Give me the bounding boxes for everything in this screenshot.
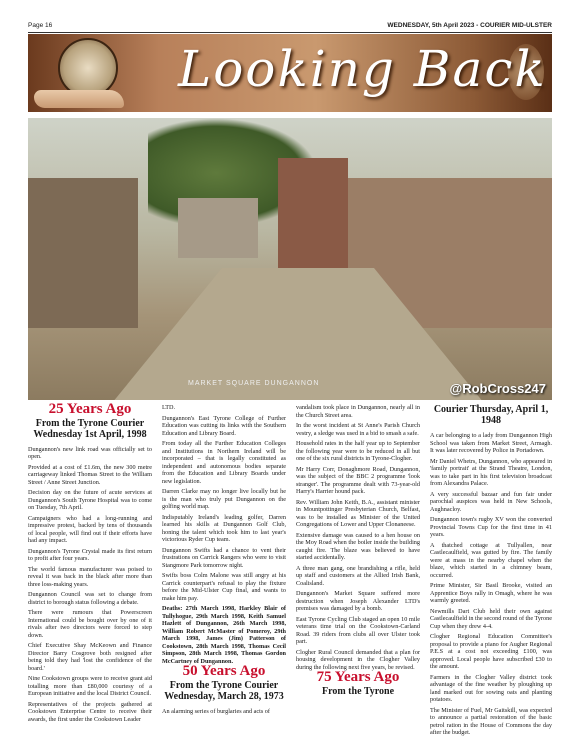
paragraph: Indisputably Ireland's leading golfer, Darren learned his skills at Dungannon Golf Club, honing the talent which took him to last year's victorious Ryder Cup team. xyxy=(162,513,286,543)
photo-church xyxy=(278,158,348,268)
deaths-notice: Deaths: 27th March 1998, Harkley Blair of Tullyhogue, 29th March 1998, Keith Samuel Hazlett of Dungannon, 26th March 1998, William Robert McMaster of Pomeroy, 29th March 1998, James (Jim) Patterson of Cookstown, 28th March 1998, Thomas Cecil Simpson, 28th March 1998, Thomas Gordon McCartney of Dungannon. xyxy=(162,605,286,665)
historic-photo xyxy=(28,118,552,400)
paragraph: Mr Harry Corr, Donaghmore Road, Dungannon, was the subject of the BBC 2 programme 'look stranger'. The programme dealt with 73-year-old Harry's Harrier hound pack. xyxy=(296,465,420,495)
paragraph: There were rumours that Powerscreen International could be bought over by one of it rivals after two directors were forced to step down. xyxy=(28,609,152,639)
paragraph: A car belonging to a lady from Dungannon High School was taken from Market Street, Armagh. It was later recovered by Police in Portadown. xyxy=(430,432,552,454)
paragraph: Newmills Dart Club held their own against Castlecaulfield in the second round of the Tyrone Cup when they drew 4-4. xyxy=(430,607,552,630)
clock-icon xyxy=(58,38,118,98)
paragraph: From today all the Further Education Colleges and Institutions in Northern Ireland will be incorporated – that is legally constituted as independent and autonomous bodies separate from the Education and Library Boards under new legislation. xyxy=(162,440,286,485)
photo-credit: @RobCross247 xyxy=(449,381,546,396)
column-1 xyxy=(28,401,152,726)
paragraph: Extensive damage was caused to a hen house on the Moy Road when the boiler inside the building caught fire. The blaze was believed to have started accidentally. xyxy=(296,531,420,561)
paragraph: Provided at a cost of £1.6m, the new 300 metre carriageway linked Thomas Street to the William Street / Anne Street Junction. xyxy=(28,463,152,486)
paragraph: LTD. xyxy=(162,404,176,411)
paragraph: Darren Clarke may no longer live locally but he is the man who truly put Dungannon on the golfing world map. xyxy=(162,488,286,510)
paragraph: Dungannon's East Tyrone College of Further Education was cutting its links with the Southern Education and Library Board. xyxy=(162,414,286,437)
heading-25-years: 25 Years Ago xyxy=(48,401,132,417)
paragraph: Swifts boss Colm Malone was still angry at his Carrick counterpart's refusal to play the fixture before the Mid-Ulster Cup final, and wants to make him pay. xyxy=(162,572,286,602)
paragraph: An alarming series of burglaries and acts of xyxy=(162,707,270,715)
paragraph: Decision day on the future of acute services at Dungannon's South Tyrone Hospital was to come on Tuesday, 7th April. xyxy=(28,489,152,511)
looking-back-banner xyxy=(28,34,552,112)
paragraph: Dungannon's new link road was officially set to open. xyxy=(28,445,152,460)
paragraph: A very successful bazaar and fun fair under parochial auspices was held in New Schools, Aughnacloy. xyxy=(430,490,552,513)
subheading-75-years: From the Tyrone xyxy=(321,685,395,697)
paragraph: Nine Cookstown groups were to receive grant aid totalling more than £80,000 courtesy of a European initiative and the local District Council. xyxy=(28,675,152,697)
paragraph: Prime Minister, Sir Basil Brooke, visited an Apprentice Boys rally in Omagh, where he was warmly greeted. xyxy=(430,582,552,604)
page-header xyxy=(28,22,552,33)
column-4 xyxy=(430,404,552,740)
paragraph: Rev. William John Keith, B.A., assistant minister in Mountpottinger Presbyterian Church, Belfast, was to be installed as Minister of the United Congregations of Lower and Upper Clonaneese. xyxy=(296,498,420,528)
photo-building-centre xyxy=(178,198,258,258)
paragraph: Dungannon Council was set to change from district to borough status following a debate. xyxy=(28,591,152,606)
hand-icon xyxy=(34,90,124,108)
paragraph: A three man gang, one brandishing a rifle, held up staff and customers at the Allied Irish Bank, Coalisland. xyxy=(296,564,420,587)
paragraph: Household rates in the half year up to September the following year were to be reduced in all but one of the six rural districts in Tyrone-Clogher. xyxy=(296,440,420,462)
paragraph: Dungannon Swifts had a chance to vent their frustrations on Carrick Rangers who were to visit Stangmore Park tomorrow night. xyxy=(162,546,286,569)
paragraph: Mr Daniel Whetrs, Dungannon, who appeared in 'family portrait' at the Strand Theatre, London, was to take part in his first television broadcast from Alexandra Palace. xyxy=(430,457,552,487)
paragraph: Clogher Rural Council demanded that a plan for housing development in the Clogher Valley during the following next five years, be revised. xyxy=(296,648,420,671)
page-number: Page 16 xyxy=(28,22,53,29)
date-paper: WEDNESDAY, 5th April 2023 - COURIER MID-ULSTER xyxy=(387,22,552,29)
paragraph: The world famous manufacturer was poised to reveal it was back in the black after more than three loss-making years. xyxy=(28,565,152,588)
photo-caption: MARKET SQUARE DUNGANNON xyxy=(188,380,320,387)
banner-title: Looking Back xyxy=(178,40,547,98)
paragraph: Clogher Regional Education Committee's proposal to provide a piano for Augher Regional P.E.S at a cost not exceeding £100, was approved. Local people have subscribed £30 to the amount. xyxy=(430,633,552,670)
col1-paras xyxy=(28,446,152,724)
photo-building-left xyxy=(28,178,138,328)
paragraph: vandalism took place in Dungannon, nearly all in the Church Street area. xyxy=(296,404,420,419)
paragraph: Dungannon town's rugby XV won the converted Provincial Towns Cup for the first time in 41 years. xyxy=(430,516,552,538)
paragraph: The Minister of Fuel, Mr Gaitskill, was expected to announce a partial restoration of the basic petrol ration in the House of Commons the day after the budget. xyxy=(430,706,552,736)
paragraph: East Tyrone Cycling Club staged an open 10 mile veterans time trial on the Cookstown-Carland Road. 39 riders from clubs all over Ulster took part. xyxy=(296,615,420,645)
heading-50-years: 50 Years Ago xyxy=(182,663,266,679)
paragraph: Campaigners who had a long-running and impressive protest, backed by tens of thousands of local people, will find out if their efforts have had any impact. xyxy=(28,514,152,544)
subheading-50-years: From the Tyrone Courier Wednesday, March 28, 1973 xyxy=(164,679,284,702)
paragraph: Dungannon's Tyrone Crystal made its first return to profit after four years. xyxy=(28,547,152,562)
paragraph: Chief Executive Shay McKeown and Finance Director Barry Cosgrove both resigned after being told they had 'lost the confidence of the board.' xyxy=(28,642,152,672)
paragraph: Farmers in the Clogher Valley district took advantage of the fine weather by ploughing up land marked out for sowing oats and planting potatoes. xyxy=(430,673,552,703)
paragraph: Representatives of the projects gathered at Cookstown Enterprise Centre to receive their awards, the first under the Cookstown Leader xyxy=(28,700,152,723)
heading-75-years: 75 Years Ago xyxy=(316,669,400,685)
subheading-25-years: From the Tyrone Courier Wednesday 1st April, 1998 xyxy=(33,417,147,440)
paragraph: In the worst incident at St Anne's Parish Church vestry, a sledge was used in a bid to smash a safe. xyxy=(296,422,420,437)
column-3 xyxy=(296,404,420,703)
column-2 xyxy=(162,404,286,718)
subheading-1948: Courier Thursday, April 1, 1948 xyxy=(433,404,549,426)
paragraph: Dungannon's Market Square suffered more destruction when Joseph Alexander LTD's premises was damaged by a bomb. xyxy=(296,590,420,612)
paragraph: A thatched cottage at Tullyallen, near Castlecaulfield, was gutted by fire. The family were at mass in the nearby chapel when the blaze, which started in a chimney beam, occurred. xyxy=(430,541,552,579)
